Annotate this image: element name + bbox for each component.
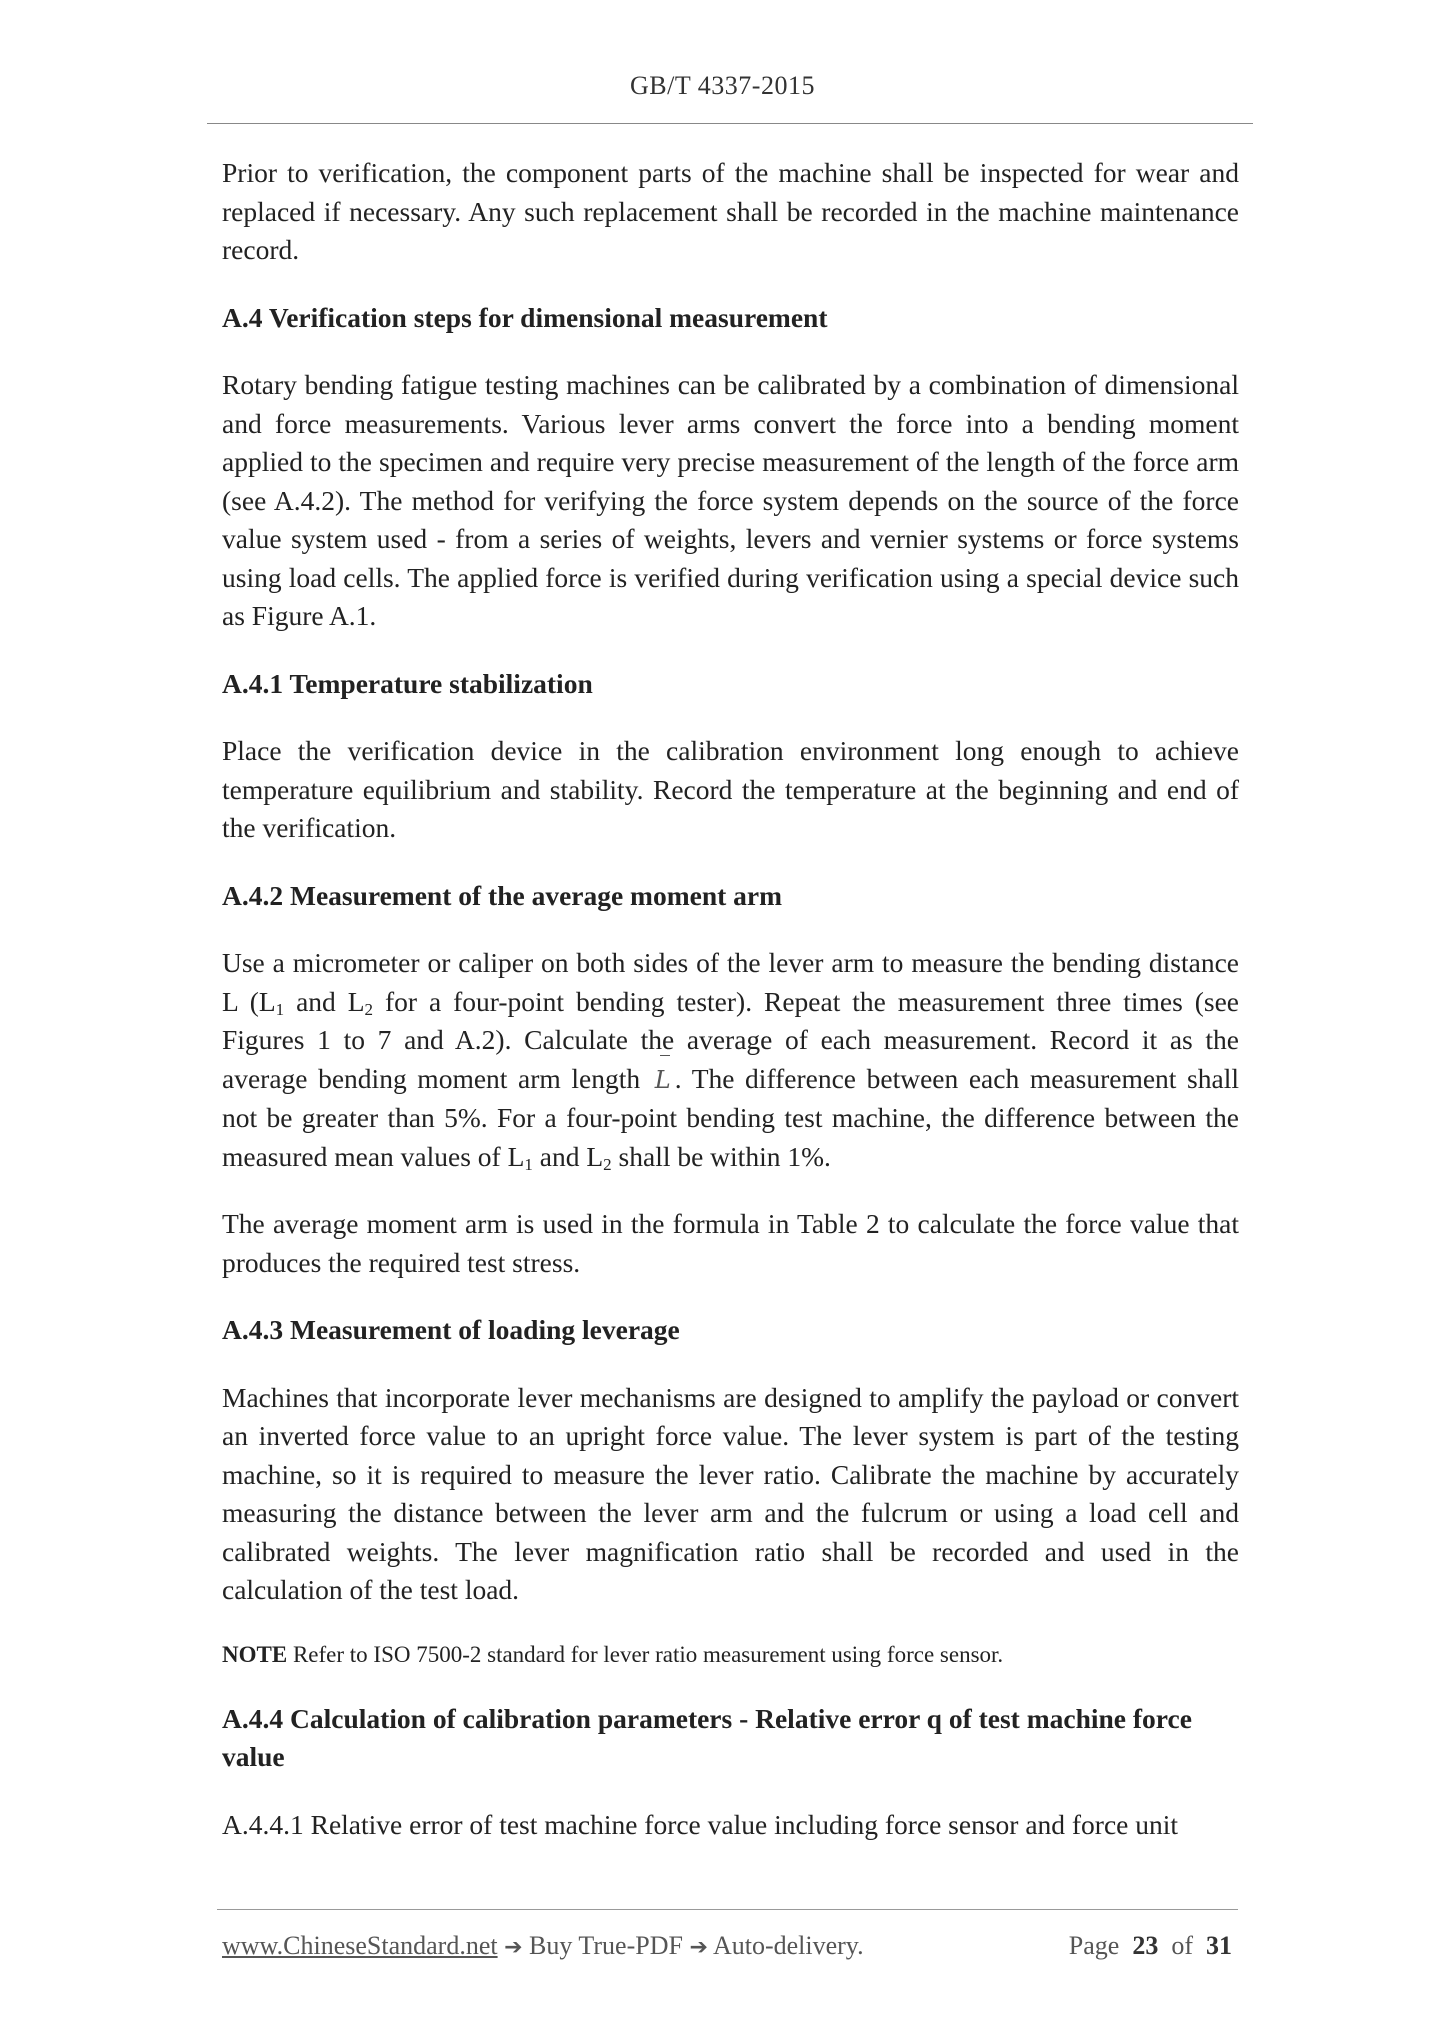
- heading-a43: A.4.3 Measurement of loading leverage: [222, 1314, 680, 1345]
- paragraph-a441: A.4.4.1 Relative error of test machine force value including force sensor and force unit: [222, 1808, 1179, 1840]
- total-pages: 31: [1206, 1931, 1232, 1960]
- paragraph-a4: Rotary bending fatigue testing machines can be calibrated by a combination of dimensional and force measurements. Various lever arms convert the force into a bending moment applied to the specimen and require very precise measurement of the length of the force arm (see A.4.2). The method for verifying the force system depends on the source of the force value system used - from a series of weights, levers and vernier systems or force systems using load cells. The applied force is verified during verification using a special device such as Figure A.1.: [222, 369, 1239, 631]
- heading-a42: A.4.2 Measurement of the average moment arm: [222, 879, 783, 911]
- paragraph-a43: Machines that incorporate lever mechanisms are designed to amplify the payload or convert an inverted force value to an upright force value. The lever system is part of the testing machine, so it is required to measure the lever ratio. Calibrate the machine by accurately measuring the distance between the lever arm and the fulcrum or using a load cell and calibrated weights. The lever magnification ratio shall be recorded and used in the calculation of the test load.: [222, 1381, 1239, 1605]
- buy-text: Buy True-PDF: [529, 1931, 683, 1960]
- document-header: [0, 71, 1445, 101]
- delivery-text: Auto-delivery.: [712, 1931, 864, 1960]
- website-link[interactable]: www.ChineseStandard.net: [222, 1931, 498, 1960]
- heading-a41: A.4.1 Temperature stabilization: [222, 667, 593, 699]
- note: NOTE Refer to ISO 7500-2 standard for lever ratio measurement using force sensor.: [222, 1641, 1004, 1667]
- paragraph-a42: Use a micrometer or caliper on both sides of the lever arm to measure the bending distance L ($L_1$ and $L_2$ for a four-point bending tester). Repeat the measurement three times (see Figures 1 to 7 and A.2). Calculate the average of each measurement. Record it as the average bending moment arm length L . The difference between each measurement shall not be greater than 5%. For a four-point bending test machine, the difference between the measured mean values of $L_1$ and $L_2$ shall be within 1%.: [222, 947, 1239, 1174]
- average-arm-symbol: L: [651, 1061, 675, 1100]
- current-page: 23: [1132, 1931, 1159, 1960]
- note-label: NOTE: [222, 1641, 288, 1667]
- paragraph-a42-moment: The average moment arm is used in the formula in Table 2 to calculate the force value that produces the required test stress.: [222, 1208, 1239, 1278]
- standard-code: GB/T 4337-2015: [630, 71, 815, 100]
- arrow-right-icon: ➔: [504, 1935, 523, 1960]
- header-divider: [207, 123, 1253, 124]
- page-footer: [222, 1931, 1232, 1961]
- arrow-right-icon: ➔: [689, 1935, 708, 1960]
- footer-divider: [217, 1909, 1238, 1910]
- page-content: [222, 154, 1239, 1844]
- paragraph-a41: Place the verification device in the calibration environment long enough to achieve temperature equilibrium and stability. Record the temperature at the beginning and end of the verification.: [222, 735, 1239, 843]
- heading-a4: A.4 Verification steps for dimensional measurement: [222, 301, 828, 333]
- page-number: Page 23 of 31: [1068, 1931, 1232, 1960]
- heading-a44: A.4.4 Calculation of calibration parameters - Relative error q of test machine force value: [222, 1702, 1192, 1772]
- intro-paragraph: Prior to verification, the component parts of the machine shall be inspected for wear and replaced if necessary. Any such replacement shall be recorded in the machine maintenance record.: [222, 157, 1239, 265]
